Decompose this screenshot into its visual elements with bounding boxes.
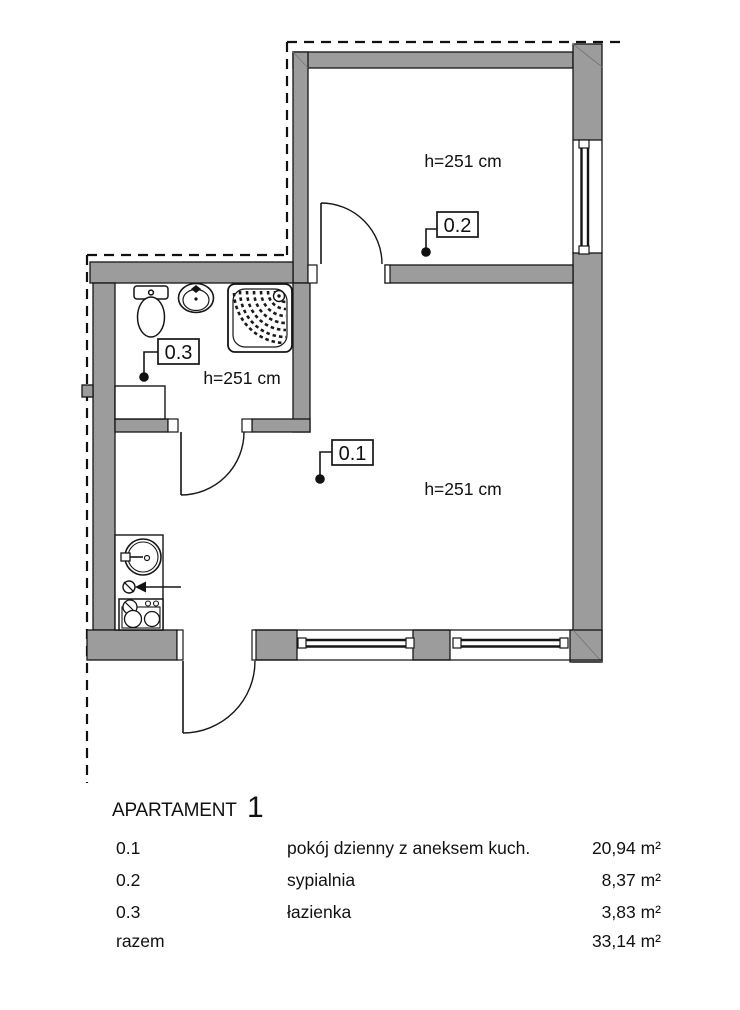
- door-bedroom: [321, 203, 382, 264]
- height-label-bedroom: h=251 cm: [424, 151, 502, 171]
- legend-room-area: 20,94 m²: [591, 838, 661, 858]
- window-bedroom: [579, 140, 589, 254]
- legend-room-name: sypialnia: [287, 870, 356, 890]
- room-label-01: [315, 440, 373, 484]
- apartment-number: 1: [247, 791, 264, 824]
- legend-title: APARTAMENT: [112, 800, 237, 821]
- door-entrance: [183, 661, 255, 733]
- stove-icon: [119, 599, 163, 630]
- shower-icon: [228, 284, 292, 352]
- room-number-01: 0.1: [338, 443, 367, 465]
- legend-row-01: [113, 838, 661, 860]
- room-number-03: 0.3: [164, 342, 193, 364]
- boundary-dashed-line: [87, 42, 625, 783]
- legend-room-no: 0.1: [116, 838, 141, 858]
- washing-machine-icon: [115, 386, 165, 419]
- window-living-right: [453, 638, 568, 648]
- door-bathroom: [181, 432, 244, 495]
- wall-miter-lines: [293, 44, 602, 662]
- legend-total-row: [113, 931, 661, 953]
- legend-row-03: [113, 902, 661, 924]
- legend-room-area: 3,83 m²: [601, 902, 661, 922]
- room-label-02: [421, 212, 478, 257]
- window-living-left: [298, 638, 414, 648]
- room-number-02: 0.2: [443, 215, 472, 237]
- legend-room-name: pokój dzienny z aneksem kuch.: [287, 838, 531, 858]
- legend-room-name: łazienka: [287, 902, 352, 922]
- legend-total-area: 33,14 m²: [591, 931, 661, 951]
- height-label-bathroom: h=251 cm: [203, 368, 281, 388]
- room-label-03: [139, 339, 199, 382]
- bathroom-sink-icon: [179, 284, 214, 313]
- height-label-living: h=251 cm: [424, 479, 502, 499]
- legend-room-no: 0.2: [116, 870, 141, 890]
- legend-room-no: 0.3: [116, 902, 141, 922]
- legend-row-02: [113, 870, 661, 892]
- legend-room-area: 8,37 m²: [601, 870, 661, 890]
- toilet-icon: [134, 286, 168, 337]
- legend-total-label: razem: [116, 931, 165, 951]
